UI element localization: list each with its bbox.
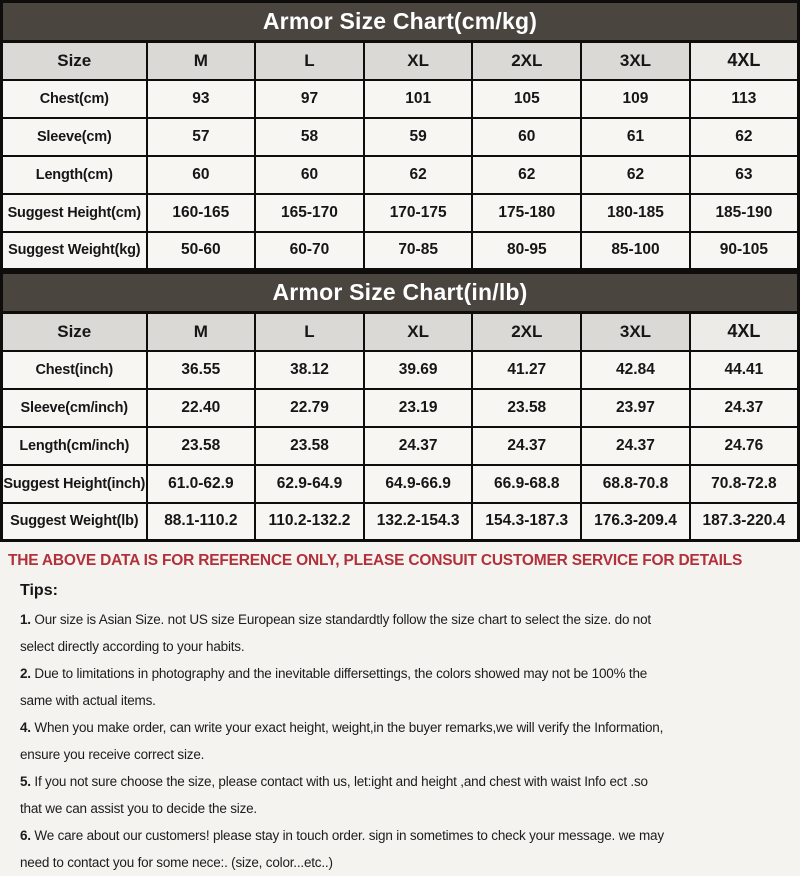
tip-number: 2.	[20, 666, 31, 681]
table-cell: 60	[255, 156, 364, 194]
tip-text: When you make order, can write your exact height, weight,in the buyer remarks,we will verify the Information, ensure you receive correct size.	[20, 720, 664, 762]
column-header-xl: XL	[364, 313, 473, 351]
row-label: Sleeve(cm/inch)	[2, 389, 147, 427]
table-cell: 59	[364, 118, 473, 156]
table-cell: 132.2-154.3	[364, 503, 473, 541]
table-cell: 62	[581, 156, 690, 194]
tip-item	[20, 660, 670, 714]
column-header-2xl: 2XL	[472, 42, 581, 80]
table-cell: 39.69	[364, 351, 473, 389]
tips-section	[0, 570, 800, 876]
tip-number: 5.	[20, 774, 31, 789]
column-header-size: Size	[2, 313, 147, 351]
row-label: Chest(cm)	[2, 80, 147, 118]
size-table-cm	[0, 40, 800, 271]
row-label: Sleeve(cm)	[2, 118, 147, 156]
table-cell: 63	[690, 156, 799, 194]
table-cell: 165-170	[255, 194, 364, 232]
table-cell: 90-105	[690, 232, 799, 270]
table-cell: 66.9-68.8	[472, 465, 581, 503]
table-cell: 22.79	[255, 389, 364, 427]
row-label: Suggest Weight(kg)	[2, 232, 147, 270]
column-header-m: M	[147, 42, 256, 80]
table-row	[2, 503, 799, 541]
table-cell: 41.27	[472, 351, 581, 389]
column-header-size: Size	[2, 42, 147, 80]
table-cell: 64.9-66.9	[364, 465, 473, 503]
table-cell: 170-175	[364, 194, 473, 232]
tip-text: Our size is Asian Size. not US size European size standardtly follow the size chart to select the size. do not select directly according to your habits.	[20, 612, 651, 654]
table-cell: 97	[255, 80, 364, 118]
table-cell: 93	[147, 80, 256, 118]
table-cell: 38.12	[255, 351, 364, 389]
tip-number: 6.	[20, 828, 31, 843]
table-cell: 24.37	[581, 427, 690, 465]
table-cell: 23.19	[364, 389, 473, 427]
table-title-cm: Armor Size Chart(cm/kg)	[0, 0, 800, 40]
table-row	[2, 389, 799, 427]
table-row	[2, 194, 799, 232]
table-cell: 58	[255, 118, 364, 156]
row-label: Suggest Height(inch)	[2, 465, 147, 503]
table-cell: 101	[364, 80, 473, 118]
table-cell: 60-70	[255, 232, 364, 270]
tips-heading: Tips:	[20, 582, 58, 599]
size-table-inch	[0, 311, 800, 542]
column-header-3xl: 3XL	[581, 42, 690, 80]
table-cell: 61	[581, 118, 690, 156]
tip-item	[20, 822, 670, 876]
table-cell: 23.58	[472, 389, 581, 427]
table-row	[2, 351, 799, 389]
table-cell: 50-60	[147, 232, 256, 270]
row-label: Length(cm)	[2, 156, 147, 194]
table-cell: 175-180	[472, 194, 581, 232]
table-cell: 23.58	[147, 427, 256, 465]
table-cell: 61.0-62.9	[147, 465, 256, 503]
size-table-cm-section	[0, 0, 800, 271]
table-row	[2, 80, 799, 118]
column-header-xl: XL	[364, 42, 473, 80]
row-label: Chest(inch)	[2, 351, 147, 389]
table-cell: 160-165	[147, 194, 256, 232]
table-cell: 24.37	[472, 427, 581, 465]
table-cell: 70.8-72.8	[690, 465, 799, 503]
table-row	[2, 232, 799, 270]
table-cell: 24.76	[690, 427, 799, 465]
tip-number: 1.	[20, 612, 31, 627]
table-cell: 23.58	[255, 427, 364, 465]
table-cell: 180-185	[581, 194, 690, 232]
table-cell: 113	[690, 80, 799, 118]
tips-list	[20, 606, 670, 876]
column-header-4xl: 4XL	[690, 313, 799, 351]
column-header-l: L	[255, 42, 364, 80]
size-table-inch-section	[0, 271, 800, 542]
tip-text: Due to limitations in photography and the inevitable differsettings, the colors showed may not be 100% the same with actual items.	[20, 666, 648, 708]
table-cell: 23.97	[581, 389, 690, 427]
table-row	[2, 465, 799, 503]
tip-text: If you not sure choose the size, please contact with us, let:ight and height ,and chest with waist Info ect .so that we can assist you to decide the size.	[20, 774, 648, 816]
reference-notice: THE ABOVE DATA IS FOR REFERENCE ONLY, PLEASE CONSUIT CUSTOMER SERVICE FOR DETAILS	[8, 552, 743, 569]
table-cell: 70-85	[364, 232, 473, 270]
table-cell: 62	[472, 156, 581, 194]
table-cell: 109	[581, 80, 690, 118]
column-header-row	[2, 313, 799, 351]
table-cell: 176.3-209.4	[581, 503, 690, 541]
row-label: Suggest Height(cm)	[2, 194, 147, 232]
column-header-2xl: 2XL	[472, 313, 581, 351]
tip-item	[20, 606, 670, 660]
tip-text: We care about our customers! please stay in touch order. sign in sometimes to check your message. we may need to contact you for some nece:. (size, color...etc..)	[20, 828, 664, 870]
table-cell: 57	[147, 118, 256, 156]
column-header-4xl: 4XL	[690, 42, 799, 80]
table-cell: 22.40	[147, 389, 256, 427]
column-header-row	[2, 42, 799, 80]
table-cell: 60	[472, 118, 581, 156]
table-cell: 105	[472, 80, 581, 118]
table-cell: 62	[364, 156, 473, 194]
row-label: Length(cm/inch)	[2, 427, 147, 465]
table-cell: 85-100	[581, 232, 690, 270]
table-cell: 154.3-187.3	[472, 503, 581, 541]
table-title-inch: Armor Size Chart(in/lb)	[0, 271, 800, 311]
column-header-3xl: 3XL	[581, 313, 690, 351]
table-cell: 62.9-64.9	[255, 465, 364, 503]
column-header-m: M	[147, 313, 256, 351]
table-cell: 36.55	[147, 351, 256, 389]
table-row	[2, 118, 799, 156]
table-cell: 80-95	[472, 232, 581, 270]
table-cell: 24.37	[690, 389, 799, 427]
column-header-l: L	[255, 313, 364, 351]
table-cell: 42.84	[581, 351, 690, 389]
table-cell: 24.37	[364, 427, 473, 465]
table-cell: 60	[147, 156, 256, 194]
row-label: Suggest Weight(lb)	[2, 503, 147, 541]
table-cell: 68.8-70.8	[581, 465, 690, 503]
table-cell: 187.3-220.4	[690, 503, 799, 541]
tip-number: 4.	[20, 720, 31, 735]
tip-item	[20, 714, 670, 768]
table-cell: 62	[690, 118, 799, 156]
tip-item	[20, 768, 670, 822]
table-row	[2, 427, 799, 465]
table-row	[2, 156, 799, 194]
table-cell: 185-190	[690, 194, 799, 232]
table-cell: 44.41	[690, 351, 799, 389]
table-cell: 110.2-132.2	[255, 503, 364, 541]
table-cell: 88.1-110.2	[147, 503, 256, 541]
